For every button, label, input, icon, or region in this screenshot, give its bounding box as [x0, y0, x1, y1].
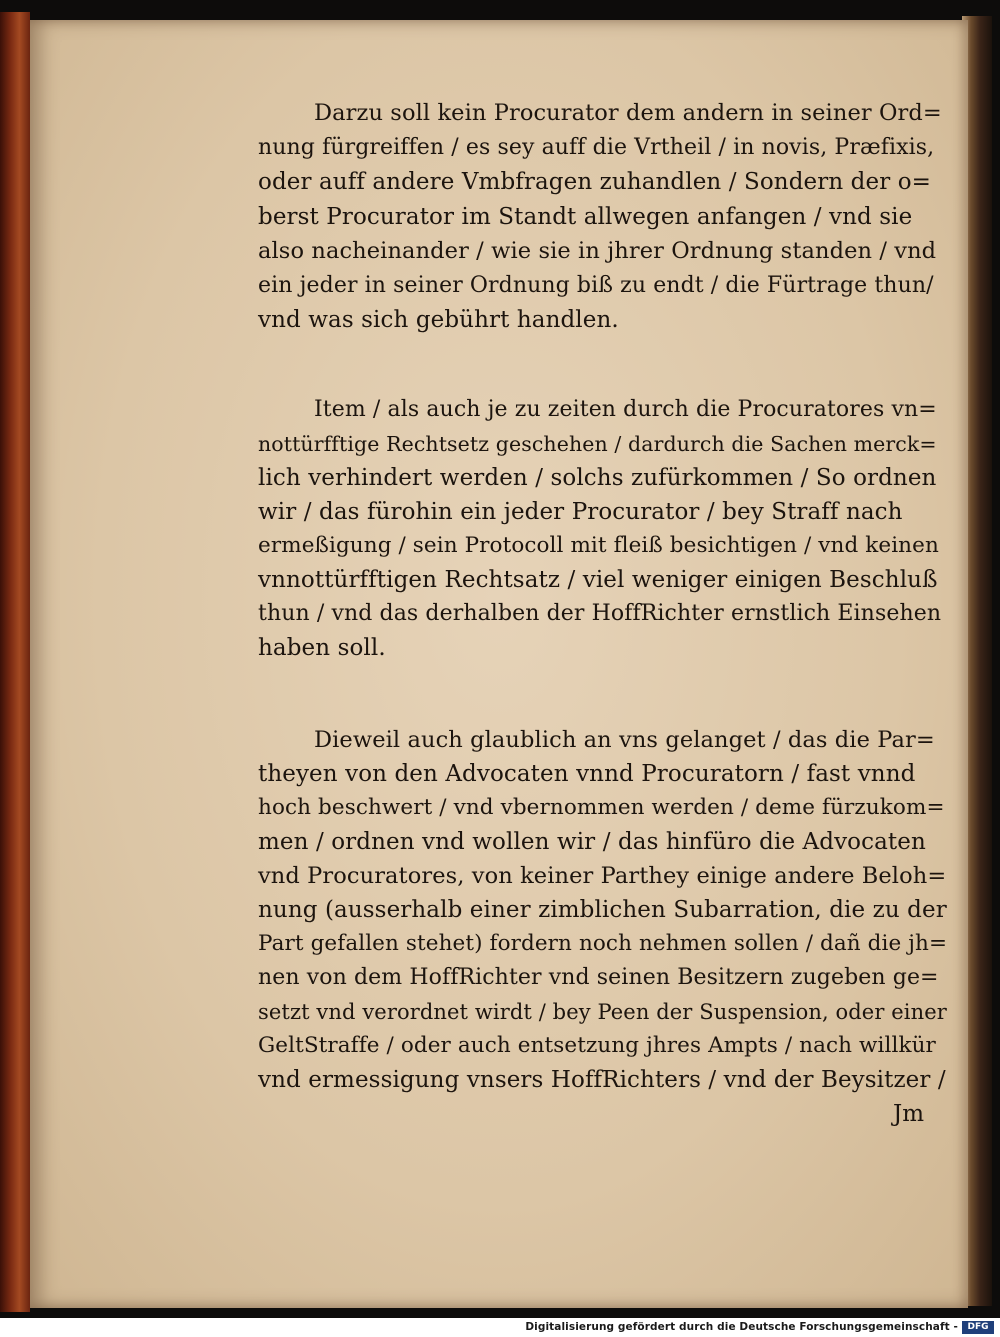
text-line: setzt vnd verordnet wirdt / bey Peen der Suspension, oder einer: [258, 999, 947, 1024]
catchword: Jm: [892, 1100, 924, 1127]
text-line: hoch beschwert / vnd vbernommen werden / deme fürzukom=: [258, 794, 945, 820]
text-line: also nacheinander / wie sie in jhrer Ordnung standen / vnd: [258, 238, 937, 264]
text-line: vnd was sich gebührt handlen.: [258, 307, 619, 333]
text-line: GeltStraffe / oder auch entsetzung jhres Ampts / nach willkür: [258, 1032, 936, 1058]
digitization-footer: [0, 1318, 1000, 1337]
text-line: ein jeder in seiner Ordnung biß zu endt / die Fürtrage thun/: [258, 272, 934, 298]
text-line: oder auff andere Vmbfragen zuhandlen / Sondern der o=: [258, 169, 932, 195]
text-line: vnd Procuratores, von keiner Parthey einige andere Beloh=: [258, 862, 947, 889]
page-text: [258, 96, 948, 1131]
text-line: vnnottürfftigen Rechtsatz / viel weniger einigen Beschluß: [258, 566, 938, 593]
text-line: thun / vnd das derhalben der HoffRichter ernstlich Einsehen: [258, 600, 942, 626]
text-line: nottürfftige Rechtsetz geschehen / dardurch die Sachen merck=: [258, 431, 937, 456]
paragraph-2: [258, 393, 948, 665]
text-line: vnd ermessigung vnsers HoffRichters / vnd der Beysitzer /: [258, 1066, 946, 1093]
paragraph-3: [258, 723, 948, 1097]
text-line: nung (ausserhalb einer zimblichen Subarration, die zu der: [258, 896, 947, 923]
text-line: Item / als auch je zu zeiten durch die Procuratores vn=: [314, 396, 937, 422]
paragraph-1: [258, 96, 948, 338]
funding-notice: Digitalisierung gefördert durch die Deutsche Forschungsgemeinschaft -: [525, 1321, 958, 1333]
text-line: haben soll.: [258, 634, 386, 661]
dfg-logo-icon: DFG: [962, 1321, 994, 1334]
text-line: berst Procurator im Standt allwegen anfangen / vnd sie: [258, 203, 913, 230]
text-line: wir / das fürohin ein jeder Procurator / bey Straff nach: [258, 498, 903, 525]
text-line: men / ordnen vnd wollen wir / das hinfüro die Advocaten: [258, 828, 926, 855]
text-line: nung fürgreiffen / es sey auff die Vrtheil / in novis, Præfixis,: [258, 134, 935, 160]
text-line: theyen von den Advocaten vnnd Procuratorn / fast vnnd: [258, 760, 916, 787]
text-line: ermeßigung / sein Protocoll mit fleiß besichtigen / vnd keinen: [258, 532, 939, 558]
book-cover-edge: [0, 12, 30, 1312]
text-line: Part gefallen stehet) fordern noch nehmen sollen / dañ die jh=: [258, 930, 948, 956]
text-line: lich verhindert werden / solchs zufürkommen / So ordnen: [258, 464, 937, 491]
text-line: Dieweil auch glaublich an vns gelanget / das die Par=: [314, 726, 935, 753]
text-line: Darzu soll kein Procurator dem andern in seiner Ord=: [314, 100, 942, 126]
text-line: nen von dem HoffRichter vnd seinen Besitzern zugeben ge=: [258, 964, 939, 990]
